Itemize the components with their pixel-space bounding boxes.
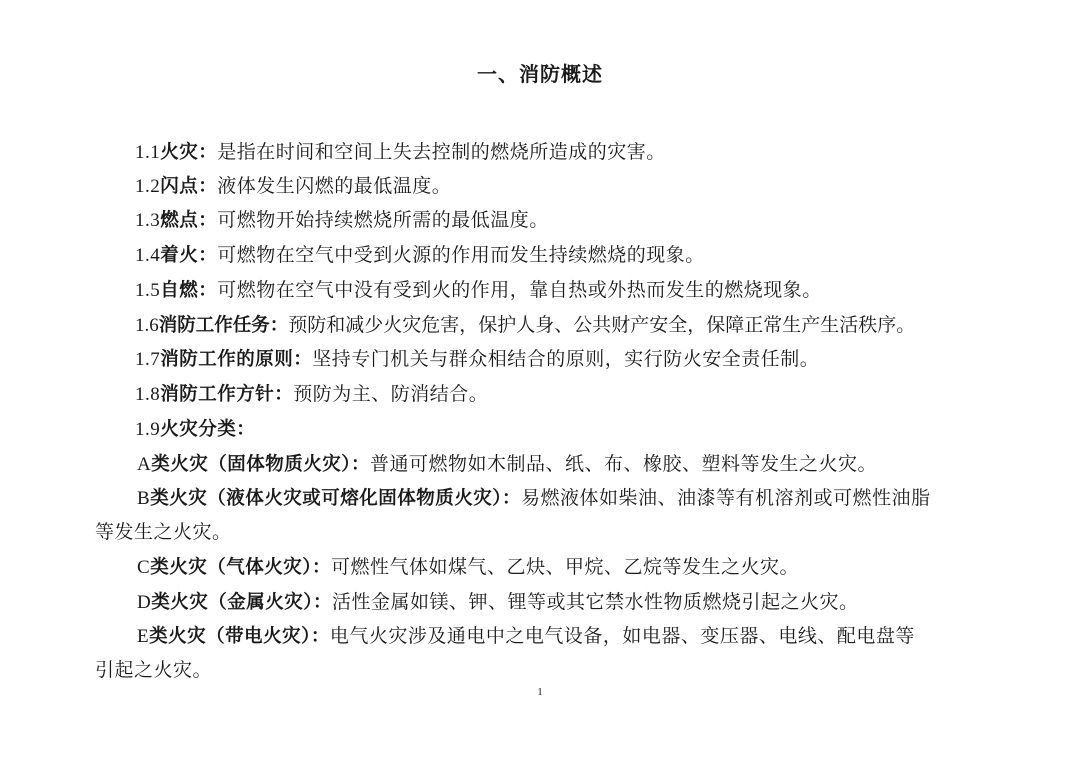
fire-class-term: 类火灾（气体火灾）： bbox=[150, 557, 331, 578]
definition-text: 预防为主、防消结合。 bbox=[293, 383, 489, 405]
fire-class-text: 可燃性气体如煤气、乙炔、甲烷、乙烷等发生之火灾。 bbox=[330, 556, 799, 578]
fire-class-letter: B bbox=[137, 488, 151, 509]
definition-item bbox=[135, 203, 549, 238]
fire-class-item bbox=[137, 585, 859, 620]
definition-term: 火灾分类： bbox=[160, 419, 256, 440]
definition-term: 燃点： bbox=[160, 210, 218, 231]
definition-term: 闪点： bbox=[160, 176, 218, 197]
definition-number: 1.5 bbox=[135, 280, 161, 301]
definition-number: 1.1 bbox=[135, 142, 161, 163]
definition-text: 可燃物在空气中受到火源的作用而发生持续燃烧的现象。 bbox=[217, 244, 705, 266]
definition-number: 1.9 bbox=[135, 419, 161, 440]
definition-text: 液体发生闪燃的最低温度。 bbox=[217, 175, 452, 197]
definition-text: 可燃物开始持续燃烧所需的最低温度。 bbox=[217, 209, 549, 231]
definition-item bbox=[135, 273, 822, 308]
fire-class-item bbox=[137, 550, 799, 585]
fire-class-letter: C bbox=[137, 557, 151, 578]
fire-class-continuation: 等发生之火灾。 bbox=[95, 521, 232, 543]
fire-class-letter: D bbox=[137, 592, 152, 613]
definition-text: 可燃物在空气中没有受到火的作用，靠自热或外热而发生的燃烧现象。 bbox=[217, 279, 822, 301]
definition-term: 消防工作任务： bbox=[158, 315, 289, 336]
definition-item bbox=[135, 412, 255, 447]
definition-item bbox=[135, 135, 666, 170]
definition-term: 自燃： bbox=[160, 280, 218, 301]
fire-class-item bbox=[137, 481, 930, 516]
definition-number: 1.6 bbox=[135, 315, 159, 336]
page-number: 1 bbox=[537, 686, 543, 698]
definition-term: 着火： bbox=[160, 245, 218, 266]
definition-number: 1.2 bbox=[135, 176, 161, 197]
definition-item bbox=[135, 238, 705, 273]
fire-class-term: 类火灾（固体物质火灾）： bbox=[151, 454, 370, 475]
fire-class-text: 普通可燃物如木制品、纸、布、橡胶、塑料等发生之火灾。 bbox=[370, 453, 878, 475]
definition-item bbox=[135, 377, 488, 412]
definition-term: 消防工作方针： bbox=[160, 384, 294, 405]
definition-item bbox=[135, 342, 819, 377]
definition-item bbox=[135, 308, 915, 343]
fire-class-term: 类火灾（金属火灾）： bbox=[151, 592, 332, 613]
definition-number: 1.4 bbox=[135, 245, 161, 266]
fire-class-term: 类火灾（带电火灾）： bbox=[149, 626, 330, 647]
definition-number: 1.7 bbox=[135, 349, 161, 370]
fire-class-letter: E bbox=[137, 626, 150, 647]
definition-text: 预防和减少火灾危害，保护人身、公共财产安全，保障正常生产生活秩序。 bbox=[288, 314, 916, 336]
definition-number: 1.3 bbox=[135, 210, 161, 231]
fire-class-item bbox=[137, 619, 915, 654]
fire-class-item bbox=[137, 447, 877, 482]
fire-class-text: 易燃液体如柴油、油漆等有机溶剂或可燃性油脂 bbox=[520, 487, 931, 509]
fire-class-text: 电气火灾涉及通电中之电气设备，如电器、变压器、电线、配电盘等 bbox=[329, 625, 915, 647]
page-title: 一、消防概述 bbox=[477, 62, 603, 86]
fire-class-term: 类火灾（液体火灾或可熔化固体物质火灾）： bbox=[150, 488, 521, 509]
definition-number: 1.8 bbox=[135, 384, 161, 405]
definition-item bbox=[135, 169, 451, 204]
definition-term: 消防工作的原则： bbox=[160, 349, 313, 370]
definition-text: 坚持专门机关与群众相结合的原则，实行防火安全责任制。 bbox=[312, 348, 820, 370]
fire-class-text: 活性金属如镁、钾、锂等或其它禁水性物质燃烧引起之火灾。 bbox=[332, 591, 859, 613]
definition-term: 火灾： bbox=[160, 142, 218, 163]
fire-class-continuation: 引起之火灾。 bbox=[95, 659, 213, 681]
fire-class-letter: A bbox=[137, 454, 152, 475]
definition-text: 是指在时间和空间上失去控制的燃烧所造成的灾害。 bbox=[217, 141, 666, 163]
